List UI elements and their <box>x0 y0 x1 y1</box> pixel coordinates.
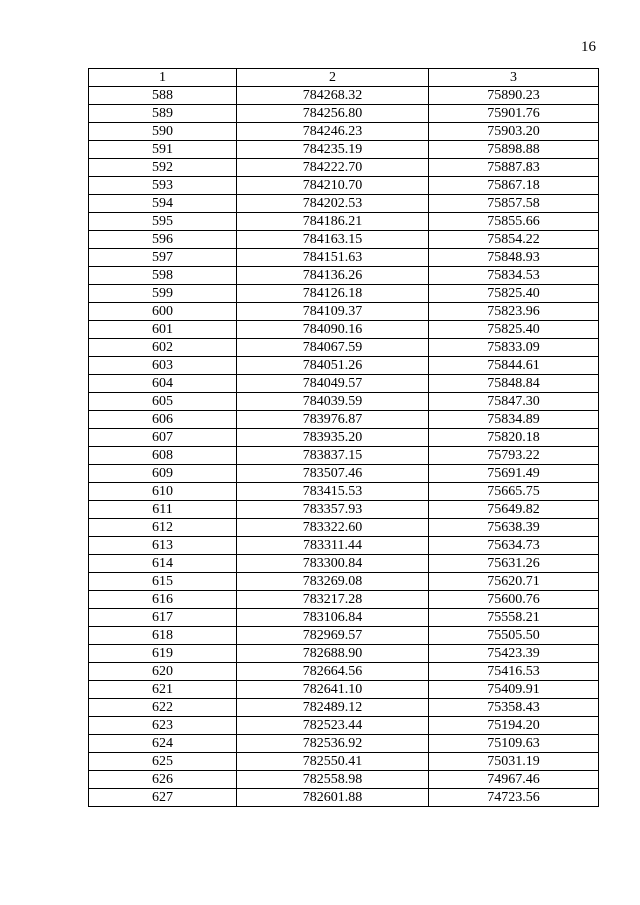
x-coordinate-cell: 782550.41 <box>237 753 429 771</box>
point-number-cell: 614 <box>89 555 237 573</box>
y-coordinate-cell: 75638.39 <box>429 519 599 537</box>
page-number: 16 <box>581 39 596 55</box>
y-coordinate-cell: 75825.40 <box>429 285 599 303</box>
x-coordinate-cell: 784186.21 <box>237 213 429 231</box>
x-coordinate-cell: 783300.84 <box>237 555 429 573</box>
y-coordinate-cell: 75887.83 <box>429 159 599 177</box>
point-number-cell: 600 <box>89 303 237 321</box>
x-coordinate-cell: 782664.56 <box>237 663 429 681</box>
table-row <box>89 771 599 789</box>
point-number-cell: 588 <box>89 87 237 105</box>
y-coordinate-cell: 75109.63 <box>429 735 599 753</box>
table-row <box>89 555 599 573</box>
table-header <box>89 69 599 87</box>
point-number-cell: 611 <box>89 501 237 519</box>
point-number-cell: 590 <box>89 123 237 141</box>
x-coordinate-cell: 783269.08 <box>237 573 429 591</box>
x-coordinate-cell: 784268.32 <box>237 87 429 105</box>
y-coordinate-cell: 74967.46 <box>429 771 599 789</box>
point-number-cell: 607 <box>89 429 237 447</box>
y-coordinate-cell: 75834.53 <box>429 267 599 285</box>
point-number-cell: 624 <box>89 735 237 753</box>
table-row <box>89 105 599 123</box>
y-coordinate-cell: 75423.39 <box>429 645 599 663</box>
table-row <box>89 483 599 501</box>
y-coordinate-cell: 75825.40 <box>429 321 599 339</box>
table-row <box>89 753 599 771</box>
y-coordinate-cell: 75898.88 <box>429 141 599 159</box>
point-number-cell: 625 <box>89 753 237 771</box>
x-coordinate-cell: 784136.26 <box>237 267 429 285</box>
point-number-cell: 603 <box>89 357 237 375</box>
y-coordinate-cell: 75649.82 <box>429 501 599 519</box>
table-row <box>89 177 599 195</box>
table-row <box>89 789 599 807</box>
y-coordinate-cell: 75416.53 <box>429 663 599 681</box>
table-row <box>89 141 599 159</box>
y-coordinate-cell: 75857.58 <box>429 195 599 213</box>
table-row <box>89 213 599 231</box>
x-coordinate-cell: 784049.57 <box>237 375 429 393</box>
x-coordinate-cell: 784235.19 <box>237 141 429 159</box>
table-row <box>89 681 599 699</box>
x-coordinate-cell: 784109.37 <box>237 303 429 321</box>
y-coordinate-cell: 75409.91 <box>429 681 599 699</box>
table-row <box>89 429 599 447</box>
x-coordinate-cell: 784090.16 <box>237 321 429 339</box>
column-header-2: 2 <box>237 69 429 87</box>
y-coordinate-cell: 75855.66 <box>429 213 599 231</box>
table-row <box>89 537 599 555</box>
y-coordinate-cell: 75901.76 <box>429 105 599 123</box>
x-coordinate-cell: 782969.57 <box>237 627 429 645</box>
point-number-cell: 604 <box>89 375 237 393</box>
table-row <box>89 519 599 537</box>
point-number-cell: 613 <box>89 537 237 555</box>
x-coordinate-cell: 784246.23 <box>237 123 429 141</box>
y-coordinate-cell: 75903.20 <box>429 123 599 141</box>
y-coordinate-cell: 75620.71 <box>429 573 599 591</box>
table-row <box>89 249 599 267</box>
point-number-cell: 594 <box>89 195 237 213</box>
table-row <box>89 87 599 105</box>
point-number-cell: 609 <box>89 465 237 483</box>
x-coordinate-cell: 784151.63 <box>237 249 429 267</box>
x-coordinate-cell: 784163.15 <box>237 231 429 249</box>
point-number-cell: 617 <box>89 609 237 627</box>
table-row <box>89 411 599 429</box>
table-row <box>89 231 599 249</box>
table-row <box>89 375 599 393</box>
y-coordinate-cell: 75793.22 <box>429 447 599 465</box>
x-coordinate-cell: 783976.87 <box>237 411 429 429</box>
table-row <box>89 447 599 465</box>
y-coordinate-cell: 75867.18 <box>429 177 599 195</box>
x-coordinate-cell: 783322.60 <box>237 519 429 537</box>
y-coordinate-cell: 75854.22 <box>429 231 599 249</box>
x-coordinate-cell: 782489.12 <box>237 699 429 717</box>
y-coordinate-cell: 75833.09 <box>429 339 599 357</box>
point-number-cell: 593 <box>89 177 237 195</box>
x-coordinate-cell: 784256.80 <box>237 105 429 123</box>
point-number-cell: 615 <box>89 573 237 591</box>
point-number-cell: 595 <box>89 213 237 231</box>
point-number-cell: 601 <box>89 321 237 339</box>
x-coordinate-cell: 784210.70 <box>237 177 429 195</box>
point-number-cell: 592 <box>89 159 237 177</box>
x-coordinate-cell: 783415.53 <box>237 483 429 501</box>
y-coordinate-cell: 75558.21 <box>429 609 599 627</box>
table-row <box>89 735 599 753</box>
table-row <box>89 573 599 591</box>
table-row <box>89 591 599 609</box>
y-coordinate-cell: 75847.30 <box>429 393 599 411</box>
point-number-cell: 598 <box>89 267 237 285</box>
point-number-cell: 608 <box>89 447 237 465</box>
table-row <box>89 465 599 483</box>
table-row <box>89 303 599 321</box>
y-coordinate-cell: 75505.50 <box>429 627 599 645</box>
x-coordinate-cell: 784202.53 <box>237 195 429 213</box>
x-coordinate-cell: 783837.15 <box>237 447 429 465</box>
x-coordinate-cell: 782641.10 <box>237 681 429 699</box>
column-header-1: 1 <box>89 69 237 87</box>
x-coordinate-cell: 784067.59 <box>237 339 429 357</box>
point-number-cell: 612 <box>89 519 237 537</box>
table-row <box>89 393 599 411</box>
point-number-cell: 597 <box>89 249 237 267</box>
point-number-cell: 622 <box>89 699 237 717</box>
y-coordinate-cell: 75665.75 <box>429 483 599 501</box>
x-coordinate-cell: 784039.59 <box>237 393 429 411</box>
y-coordinate-cell: 75834.89 <box>429 411 599 429</box>
y-coordinate-cell: 75691.49 <box>429 465 599 483</box>
x-coordinate-cell: 783507.46 <box>237 465 429 483</box>
table-body <box>89 87 599 807</box>
point-number-cell: 591 <box>89 141 237 159</box>
x-coordinate-cell: 782601.88 <box>237 789 429 807</box>
table-row <box>89 645 599 663</box>
table-row <box>89 501 599 519</box>
x-coordinate-cell: 782523.44 <box>237 717 429 735</box>
table-row <box>89 159 599 177</box>
y-coordinate-cell: 75890.23 <box>429 87 599 105</box>
y-coordinate-cell: 75848.84 <box>429 375 599 393</box>
point-number-cell: 621 <box>89 681 237 699</box>
y-coordinate-cell: 74723.56 <box>429 789 599 807</box>
table-row <box>89 699 599 717</box>
point-number-cell: 605 <box>89 393 237 411</box>
y-coordinate-cell: 75358.43 <box>429 699 599 717</box>
x-coordinate-cell: 782688.90 <box>237 645 429 663</box>
table-header-row <box>89 69 599 87</box>
point-number-cell: 599 <box>89 285 237 303</box>
y-coordinate-cell: 75031.19 <box>429 753 599 771</box>
table-row <box>89 717 599 735</box>
table-row <box>89 267 599 285</box>
table-row <box>89 357 599 375</box>
x-coordinate-cell: 782558.98 <box>237 771 429 789</box>
y-coordinate-cell: 75194.20 <box>429 717 599 735</box>
x-coordinate-cell: 784126.18 <box>237 285 429 303</box>
point-number-cell: 623 <box>89 717 237 735</box>
table-row <box>89 663 599 681</box>
point-number-cell: 589 <box>89 105 237 123</box>
x-coordinate-cell: 783357.93 <box>237 501 429 519</box>
y-coordinate-cell: 75631.26 <box>429 555 599 573</box>
point-number-cell: 620 <box>89 663 237 681</box>
y-coordinate-cell: 75634.73 <box>429 537 599 555</box>
x-coordinate-cell: 784222.70 <box>237 159 429 177</box>
x-coordinate-cell: 783217.28 <box>237 591 429 609</box>
point-number-cell: 606 <box>89 411 237 429</box>
point-number-cell: 627 <box>89 789 237 807</box>
table-row <box>89 627 599 645</box>
point-number-cell: 618 <box>89 627 237 645</box>
x-coordinate-cell: 784051.26 <box>237 357 429 375</box>
point-number-cell: 616 <box>89 591 237 609</box>
y-coordinate-cell: 75844.61 <box>429 357 599 375</box>
x-coordinate-cell: 783106.84 <box>237 609 429 627</box>
x-coordinate-cell: 783935.20 <box>237 429 429 447</box>
table-row <box>89 321 599 339</box>
y-coordinate-cell: 75823.96 <box>429 303 599 321</box>
y-coordinate-cell: 75848.93 <box>429 249 599 267</box>
table-row <box>89 195 599 213</box>
x-coordinate-cell: 783311.44 <box>237 537 429 555</box>
y-coordinate-cell: 75600.76 <box>429 591 599 609</box>
point-number-cell: 610 <box>89 483 237 501</box>
table-row <box>89 609 599 627</box>
point-number-cell: 626 <box>89 771 237 789</box>
table-row <box>89 285 599 303</box>
point-number-cell: 602 <box>89 339 237 357</box>
table-row <box>89 339 599 357</box>
column-header-3: 3 <box>429 69 599 87</box>
coordinates-table <box>88 68 599 807</box>
point-number-cell: 619 <box>89 645 237 663</box>
point-number-cell: 596 <box>89 231 237 249</box>
table-row <box>89 123 599 141</box>
y-coordinate-cell: 75820.18 <box>429 429 599 447</box>
x-coordinate-cell: 782536.92 <box>237 735 429 753</box>
